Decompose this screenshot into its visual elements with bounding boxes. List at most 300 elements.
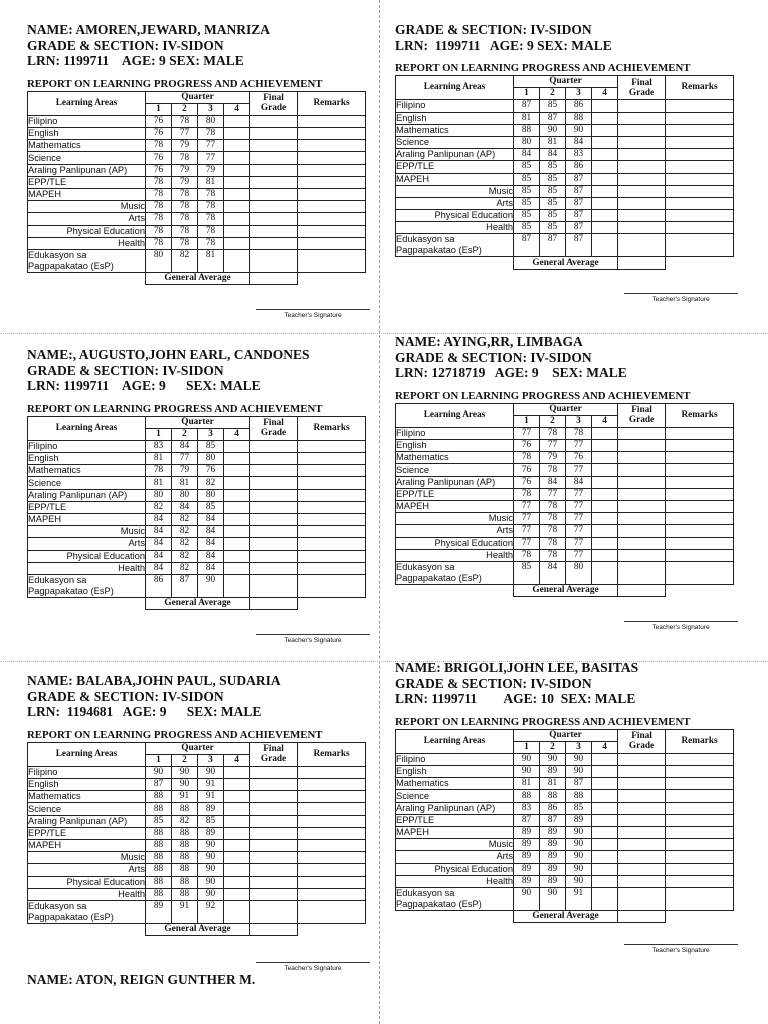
quarter-grade: 90 — [198, 766, 224, 778]
quarter-grade-empty — [592, 222, 618, 234]
quarter-grade: 81 — [540, 778, 566, 790]
remarks-header: Remarks — [298, 416, 366, 440]
quarter-grade: 76 — [514, 476, 540, 488]
quarter-grade: 87 — [172, 574, 198, 597]
student-info-line: GRADE & SECTION: IV-SIDON — [395, 22, 592, 37]
blank-cell — [298, 923, 366, 935]
esp-label-line: Edukasyon sa — [28, 574, 87, 585]
quarter-grade: 78 — [146, 237, 172, 249]
quarter-grade: 85 — [540, 222, 566, 234]
quarter-number: 2 — [540, 741, 566, 753]
remarks-header: Remarks — [666, 403, 734, 427]
quarter-grade: 88 — [172, 876, 198, 888]
quarter-grade: 89 — [514, 863, 540, 875]
learning-area-label: Health — [28, 237, 146, 249]
quarter-grade: 89 — [514, 875, 540, 887]
quarter-number: 2 — [172, 103, 198, 115]
general-average-value — [618, 257, 666, 269]
learning-area-label: Filipino — [396, 753, 514, 765]
final-grade-cell — [250, 501, 298, 513]
quarter-number: 4 — [592, 415, 618, 427]
quarter-grade: 78 — [198, 225, 224, 237]
learning-areas-header: Learning Areas — [396, 729, 514, 753]
quarter-grade-empty — [592, 185, 618, 197]
learning-area-label: Filipino — [396, 427, 514, 439]
quarter-grade: 85 — [514, 197, 540, 209]
final-grade-cell — [618, 173, 666, 185]
esp-label-line: Pagpapakatao (EsP) — [396, 898, 482, 909]
remarks-cell — [666, 790, 734, 802]
remarks-cell — [666, 753, 734, 765]
quarter-grade: 90 — [566, 863, 592, 875]
blank-cell — [28, 923, 146, 935]
report-title: REPORT ON LEARNING PROGRESS AND ACHIEVEMENT — [395, 62, 691, 74]
quarter-grade: 77 — [566, 464, 592, 476]
table-row — [28, 164, 366, 176]
quarter-grade: 90 — [566, 851, 592, 863]
learning-area-label: Arts — [396, 197, 514, 209]
remarks-cell — [298, 249, 366, 272]
table-row — [28, 140, 366, 152]
quarter-grade: 78 — [566, 427, 592, 439]
learning-area-label: Health — [28, 888, 146, 900]
table-row — [28, 864, 366, 876]
teacher-signature-line: Teacher's Signature — [624, 293, 738, 303]
quarter-grade: 88 — [514, 790, 540, 802]
quarter-grade: 78 — [146, 201, 172, 213]
esp-label-line: Pagpapakatao (EsP) — [28, 585, 114, 596]
general-average-value — [250, 597, 298, 609]
final-grade-cell — [250, 876, 298, 888]
learning-area-label: Physical Education — [28, 225, 146, 237]
final-grade-cell — [250, 152, 298, 164]
quarter-grade: 78 — [146, 225, 172, 237]
final-grade-cell — [250, 526, 298, 538]
remarks-cell — [666, 149, 734, 161]
quarter-grade: 84 — [146, 562, 172, 574]
quarter-grade-empty — [224, 514, 250, 526]
quarter-grade: 87 — [514, 814, 540, 826]
teacher-signature-line: Teacher's Signature — [624, 621, 738, 631]
table-row — [396, 210, 734, 222]
remarks-cell — [298, 574, 366, 597]
quarter-grade: 78 — [514, 549, 540, 561]
quarter-grade: 87 — [566, 222, 592, 234]
remarks-cell — [666, 488, 734, 500]
remarks-cell — [666, 100, 734, 112]
quarter-grade: 87 — [146, 779, 172, 791]
remarks-cell — [666, 561, 734, 584]
final-grade-cell — [250, 164, 298, 176]
quarter-grade: 87 — [540, 814, 566, 826]
learning-area-label: Araling Panlipunan (AP) — [396, 802, 514, 814]
quarter-grade: 91 — [198, 779, 224, 791]
remarks-cell — [298, 562, 366, 574]
quarter-grade-empty — [592, 525, 618, 537]
table-row — [28, 213, 366, 225]
remarks-cell — [298, 237, 366, 249]
quarter-grade: 84 — [540, 149, 566, 161]
table-row — [396, 753, 734, 765]
esp-label-line: Pagpapakatao (EsP) — [28, 260, 114, 271]
quarter-grade-empty — [592, 839, 618, 851]
quarter-grade: 84 — [566, 476, 592, 488]
quarter-grade-empty — [224, 876, 250, 888]
quarter-grade: 82 — [172, 538, 198, 550]
general-average-value — [618, 910, 666, 922]
quarter-grade: 85 — [540, 197, 566, 209]
grades-table — [395, 729, 734, 924]
remarks-cell — [298, 550, 366, 562]
general-average-row — [28, 597, 366, 609]
quarter-grade: 90 — [198, 864, 224, 876]
quarter-grade: 87 — [540, 234, 566, 257]
quarter-grade-empty — [592, 802, 618, 814]
blank-cell — [396, 584, 514, 596]
grade-label: Grade — [628, 87, 655, 98]
esp-label-line: Edukasyon sa — [28, 249, 87, 260]
table-row — [396, 863, 734, 875]
quarter-grade: 80 — [146, 249, 172, 272]
table-row — [28, 876, 366, 888]
learning-area-label: MAPEH — [28, 840, 146, 852]
quarter-grade-empty — [224, 766, 250, 778]
final-grade-cell — [250, 465, 298, 477]
teacher-signature-line: Teacher's Signature — [256, 309, 370, 319]
quarter-grade-empty — [592, 753, 618, 765]
general-average-label: General Average — [146, 597, 250, 609]
remarks-cell — [298, 465, 366, 477]
final-grade-cell — [250, 249, 298, 272]
quarter-grade: 78 — [198, 213, 224, 225]
final-grade-cell — [250, 189, 298, 201]
remarks-cell — [298, 840, 366, 852]
final-grade-cell — [250, 864, 298, 876]
quarter-grade: 88 — [146, 803, 172, 815]
quarter-grade-empty — [224, 779, 250, 791]
remarks-cell — [666, 452, 734, 464]
quarter-grade: 88 — [146, 888, 172, 900]
learning-area-label: Araling Panlipunan (AP) — [396, 476, 514, 488]
quarter-grade: 84 — [198, 514, 224, 526]
quarter-grade: 87 — [540, 112, 566, 124]
quarter-grade-empty — [224, 213, 250, 225]
table-row — [28, 900, 366, 923]
remarks-cell — [666, 839, 734, 851]
quarter-number: 4 — [592, 88, 618, 100]
quarter-header: Quarter — [146, 91, 250, 103]
quarter-grade: 78 — [146, 140, 172, 152]
quarter-grade: 84 — [566, 136, 592, 148]
table-row — [396, 222, 734, 234]
general-average-row — [396, 584, 734, 596]
final-label: Final — [631, 731, 652, 742]
quarter-number: 3 — [198, 103, 224, 115]
student-info-line: GRADE & SECTION: IV-SIDON — [395, 349, 592, 365]
final-grade-cell — [618, 839, 666, 851]
quarter-grade: 88 — [514, 124, 540, 136]
quarter-grade: 84 — [514, 149, 540, 161]
learning-area-label: Music — [396, 839, 514, 851]
learning-area-label: English — [396, 112, 514, 124]
quarter-grade-empty — [224, 550, 250, 562]
quarter-grade: 90 — [566, 875, 592, 887]
final-grade-cell — [618, 197, 666, 209]
learning-area-label: Araling Panlipunan (AP) — [28, 815, 146, 827]
quarter-number: 1 — [514, 741, 540, 753]
quarter-grade: 77 — [540, 488, 566, 500]
quarter-grade-empty — [592, 427, 618, 439]
quarter-grade: 86 — [566, 161, 592, 173]
final-label: Final — [631, 405, 652, 416]
report-title: REPORT ON LEARNING PROGRESS AND ACHIEVEMENT — [395, 715, 691, 728]
quarter-grade: 90 — [566, 753, 592, 765]
learning-area-label: Araling Panlipunan (AP) — [28, 489, 146, 501]
quarter-grade: 82 — [198, 477, 224, 489]
learning-area-label: Physical Education — [396, 210, 514, 222]
quarter-number: 2 — [172, 428, 198, 440]
report-card — [395, 660, 745, 923]
learning-area-label: EPP/TLE — [28, 827, 146, 839]
quarter-grade: 90 — [198, 852, 224, 864]
learning-area-label: Mathematics — [28, 140, 146, 152]
quarter-grade: 78 — [172, 213, 198, 225]
learning-area-label: Science — [28, 477, 146, 489]
report-title: REPORT ON LEARNING PROGRESS AND ACHIEVEMENT — [27, 77, 323, 90]
remarks-cell — [666, 537, 734, 549]
quarter-grade: 88 — [146, 827, 172, 839]
quarter-grade-empty — [592, 452, 618, 464]
quarter-grade: 92 — [198, 900, 224, 923]
quarter-grade: 77 — [514, 537, 540, 549]
learning-area-label: English — [396, 440, 514, 452]
quarter-grade: 90 — [566, 766, 592, 778]
quarter-number: 1 — [146, 428, 172, 440]
quarter-grade: 81 — [172, 477, 198, 489]
quarter-grade: 84 — [198, 550, 224, 562]
final-label: Final — [263, 418, 284, 429]
table-row — [28, 526, 366, 538]
quarter-grade-empty — [592, 100, 618, 112]
quarter-header: Quarter — [146, 742, 250, 754]
quarter-grade: 79 — [172, 176, 198, 188]
general-average-value — [250, 923, 298, 935]
quarter-grade-empty — [224, 864, 250, 876]
table-row — [28, 225, 366, 237]
quarter-grade-empty — [224, 888, 250, 900]
learning-area-label: Mathematics — [396, 778, 514, 790]
table-row — [28, 189, 366, 201]
table-row — [396, 136, 734, 148]
remarks-cell — [298, 201, 366, 213]
remarks-header: Remarks — [298, 742, 366, 766]
quarter-grade: 89 — [540, 827, 566, 839]
table-row — [396, 427, 734, 439]
vertical-cut-line — [379, 0, 380, 1024]
student-name: NAME:, AUGUSTO,JOHN EARL, CANDONES — [27, 347, 310, 362]
remarks-cell — [666, 222, 734, 234]
final-grade-cell — [250, 453, 298, 465]
quarter-grade-empty — [224, 501, 250, 513]
final-grade-cell — [250, 440, 298, 452]
final-grade-cell — [618, 549, 666, 561]
quarter-grade: 76 — [514, 440, 540, 452]
quarter-grade: 84 — [146, 550, 172, 562]
quarter-grade: 82 — [172, 562, 198, 574]
quarter-grade: 77 — [566, 549, 592, 561]
final-grade-cell — [250, 766, 298, 778]
final-grade-cell — [618, 766, 666, 778]
quarter-grade-empty — [224, 827, 250, 839]
general-average-value — [250, 272, 298, 284]
table-row — [28, 176, 366, 188]
quarter-grade-empty — [224, 237, 250, 249]
student-name: NAME: AYING,RR, LIMBAGA — [395, 334, 583, 349]
remarks-cell — [298, 213, 366, 225]
quarter-grade-empty — [224, 477, 250, 489]
quarter-grade: 80 — [198, 489, 224, 501]
learning-area-label — [28, 249, 146, 272]
quarter-grade: 78 — [198, 201, 224, 213]
quarter-grade: 78 — [514, 452, 540, 464]
remarks-cell — [298, 766, 366, 778]
grade-label: Grade — [260, 754, 287, 765]
final-grade-cell — [250, 827, 298, 839]
quarter-grade-empty — [224, 225, 250, 237]
quarter-grade-empty — [224, 815, 250, 827]
learning-area-label: English — [28, 128, 146, 140]
quarter-grade: 76 — [198, 465, 224, 477]
remarks-cell — [298, 803, 366, 815]
esp-label-line: Edukasyon sa — [28, 900, 87, 911]
quarter-grade: 87 — [566, 197, 592, 209]
learning-areas-header: Learning Areas — [28, 91, 146, 115]
quarter-grade-empty — [592, 863, 618, 875]
learning-area-label — [28, 574, 146, 597]
quarter-number: 4 — [224, 428, 250, 440]
student-info-line: GRADE & SECTION: IV-SIDON — [395, 675, 592, 691]
remarks-cell — [298, 526, 366, 538]
table-row — [28, 440, 366, 452]
final-grade-cell — [618, 561, 666, 584]
final-grade-cell — [618, 537, 666, 549]
quarter-grade: 85 — [514, 173, 540, 185]
remarks-cell — [666, 440, 734, 452]
table-row — [396, 513, 734, 525]
quarter-grade: 78 — [198, 128, 224, 140]
quarter-grade: 82 — [172, 526, 198, 538]
quarter-grade: 78 — [540, 537, 566, 549]
final-grade-cell — [250, 852, 298, 864]
remarks-cell — [666, 210, 734, 222]
final-grade-cell — [250, 791, 298, 803]
remarks-cell — [298, 164, 366, 176]
table-row — [396, 790, 734, 802]
table-row — [28, 888, 366, 900]
teacher-signature-line: Teacher's Signature — [624, 944, 738, 954]
quarter-grade: 85 — [514, 222, 540, 234]
final-grade-cell — [250, 803, 298, 815]
remarks-cell — [298, 538, 366, 550]
learning-area-label — [396, 561, 514, 584]
quarter-grade: 80 — [566, 561, 592, 584]
quarter-number: 2 — [540, 88, 566, 100]
learning-area-label: EPP/TLE — [396, 161, 514, 173]
final-grade-cell — [618, 790, 666, 802]
quarter-grade: 88 — [172, 864, 198, 876]
esp-label-line: Edukasyon sa — [396, 561, 455, 572]
remarks-cell — [298, 876, 366, 888]
table-row — [396, 778, 734, 790]
blank-cell — [666, 257, 734, 269]
general-average-row — [396, 257, 734, 269]
quarter-grade: 85 — [514, 210, 540, 222]
remarks-cell — [666, 476, 734, 488]
table-row — [396, 112, 734, 124]
final-grade-header — [250, 742, 298, 766]
quarter-grade: 82 — [172, 550, 198, 562]
quarter-grade: 77 — [566, 513, 592, 525]
final-grade-cell — [250, 225, 298, 237]
quarter-grade: 88 — [172, 852, 198, 864]
learning-area-label: English — [28, 779, 146, 791]
table-row — [28, 779, 366, 791]
quarter-number: 1 — [514, 415, 540, 427]
quarter-number: 1 — [146, 754, 172, 766]
quarter-grade: 86 — [566, 100, 592, 112]
final-grade-header — [250, 91, 298, 115]
quarter-grade: 87 — [566, 210, 592, 222]
quarter-grade: 78 — [540, 464, 566, 476]
general-average-label: General Average — [514, 257, 618, 269]
quarter-grade-empty — [224, 201, 250, 213]
quarter-grade: 85 — [198, 501, 224, 513]
quarter-grade: 77 — [514, 501, 540, 513]
quarter-number: 2 — [172, 754, 198, 766]
teacher-signature-line: Teacher's Signature — [256, 962, 370, 972]
quarter-grade: 85 — [514, 185, 540, 197]
quarter-grade: 84 — [540, 476, 566, 488]
grades-table — [27, 742, 366, 937]
quarter-grade: 90 — [198, 840, 224, 852]
table-row — [396, 149, 734, 161]
quarter-grade: 89 — [198, 803, 224, 815]
grades-table — [395, 403, 734, 598]
esp-label-line: Pagpapakatao (EsP) — [396, 572, 482, 583]
remarks-cell — [298, 453, 366, 465]
table-row — [28, 465, 366, 477]
quarter-grade: 88 — [172, 840, 198, 852]
quarter-grade-empty — [592, 124, 618, 136]
quarter-header: Quarter — [514, 76, 618, 88]
quarter-header: Quarter — [146, 416, 250, 428]
quarter-grade-empty — [224, 852, 250, 864]
quarter-grade-empty — [224, 489, 250, 501]
quarter-grade: 78 — [540, 427, 566, 439]
quarter-grade: 85 — [514, 561, 540, 584]
learning-areas-header: Learning Areas — [396, 403, 514, 427]
remarks-cell — [666, 234, 734, 257]
remarks-cell — [666, 464, 734, 476]
student-info-line: LRN: 1199711 AGE: 9 SEX: MALE — [27, 53, 244, 68]
quarter-grade: 78 — [540, 525, 566, 537]
quarter-grade: 91 — [172, 900, 198, 923]
quarter-grade-empty — [224, 152, 250, 164]
remarks-cell — [666, 827, 734, 839]
remarks-cell — [666, 863, 734, 875]
quarter-grade-empty — [592, 112, 618, 124]
student-name: NAME: ATON, REIGN GUNTHER M. — [27, 972, 256, 987]
